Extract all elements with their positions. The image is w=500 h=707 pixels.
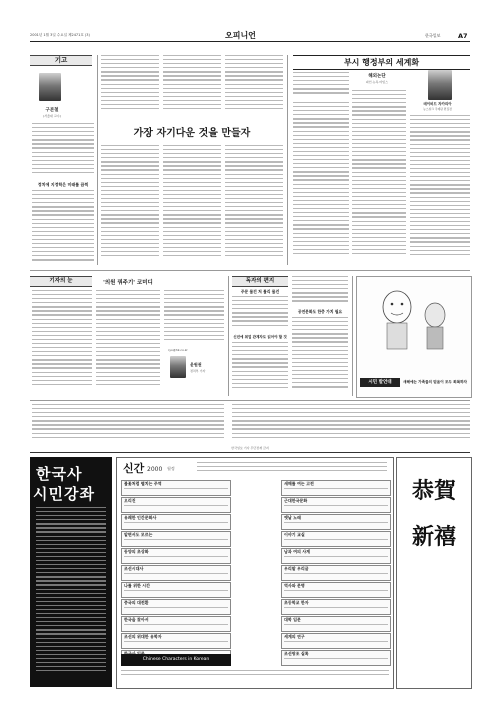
- letter-title-3: 공연문화도 한층 가치 필요: [297, 309, 343, 314]
- civic-label: 시민 발언대: [368, 380, 392, 385]
- world-body-text-3: [352, 90, 406, 265]
- ad-right-calligraphy: 恭賀新禧: [411, 478, 456, 550]
- page-header: [30, 30, 470, 42]
- ad-center-book-list-left: [121, 480, 231, 667]
- book-description: [124, 641, 228, 642]
- ad-center-title: 신간: [123, 462, 145, 475]
- cartoon-drawing: [357, 277, 471, 357]
- gigo-body-text-1: [32, 123, 94, 179]
- book-title: 이야기 교실: [284, 532, 305, 537]
- reporter-label-bar: [30, 276, 92, 287]
- letters-body-2: [232, 342, 288, 392]
- letters-body-3: [292, 276, 348, 306]
- book-description: [284, 505, 388, 506]
- reporter-body-2: [96, 290, 160, 390]
- book-listing: [281, 531, 391, 547]
- gigo-headline: 가장 자기다운 것을 만들자: [133, 128, 251, 139]
- gigo-author-name: 구본철: [45, 108, 59, 113]
- letters-body-1: [232, 296, 288, 331]
- reporter-headline: '의원 꿔주기' 코미디: [103, 280, 153, 286]
- book-description: [124, 488, 228, 489]
- civic-title: 새해에는 가족들의 믿음이 모두 회복하자: [403, 380, 468, 384]
- reporter-name: 윤원권: [190, 362, 202, 367]
- book-title: 세계의 연구: [284, 634, 305, 639]
- book-listing: [281, 616, 391, 632]
- header-paper: 한국일보: [425, 32, 441, 38]
- book-description: [284, 641, 388, 642]
- reporter-body-1: [32, 290, 92, 390]
- ad-right[interactable]: [396, 457, 472, 689]
- book-title: 불꽃처럼 펼치는 주역: [124, 481, 162, 486]
- ad-center-english-title: Chinese Characters in Korean: [142, 657, 210, 662]
- ad-left-title-1: 한국사: [36, 465, 83, 483]
- book-listing: [281, 650, 391, 666]
- book-listing: [121, 548, 231, 564]
- book-description: [284, 624, 388, 625]
- letter-title-2: 신년에 취업 관계자도 읽어야 할 것: [233, 335, 287, 339]
- book-listing: [281, 548, 391, 564]
- book-title: 옛날 노래: [284, 515, 301, 520]
- column-divider: [287, 55, 288, 265]
- book-listing: [281, 514, 391, 530]
- book-description: [284, 658, 388, 659]
- book-description: [284, 590, 388, 591]
- lower-body-text: [232, 404, 470, 444]
- book-listing: [121, 497, 231, 513]
- ad-center-year: 2000: [147, 466, 163, 473]
- book-description: [124, 539, 228, 540]
- book-listing: [281, 633, 391, 649]
- column-divider: [228, 276, 229, 396]
- book-description: [124, 590, 228, 591]
- footer-rule-text: 한국일보 기사 무단전재 금지: [231, 446, 269, 450]
- book-listing: [121, 514, 231, 530]
- book-description: [124, 573, 228, 574]
- world-body-text-1: [293, 72, 349, 98]
- world-kicker-sub: 파인·뉴욕·타임스: [365, 80, 389, 84]
- book-listing: [281, 565, 391, 581]
- gigo-body-text-5: [225, 55, 283, 115]
- book-title: 동양의 초상화: [124, 549, 149, 554]
- book-listing: [281, 582, 391, 598]
- header-section-title: 오피니언: [225, 31, 256, 40]
- book-description: [284, 539, 388, 540]
- reporter-email: ryo@hk.co.kr: [168, 348, 188, 352]
- book-title: 근대한국문화: [284, 498, 308, 503]
- book-description: [284, 573, 388, 574]
- book-title: 오리진: [124, 498, 136, 503]
- world-column-title: 부시 행정부의 세계화: [293, 55, 470, 70]
- book-listing: [121, 616, 231, 632]
- book-title: 조선의 위대한 유학자: [124, 634, 162, 639]
- column-divider: [97, 55, 98, 265]
- book-description: [124, 556, 228, 557]
- header-page-number: A7: [458, 31, 468, 40]
- letter-title-1: 주문 물건 처 틀리 물건: [240, 289, 280, 294]
- book-title: 한국을 찾아서: [124, 617, 149, 622]
- ad-left-title-2: 시민강좌: [33, 485, 95, 503]
- header-meta: 2001년 1월 3일 수요일 제2471호 (3): [30, 33, 90, 37]
- ad-divider: [30, 452, 470, 453]
- book-title: 중국의 대전환: [124, 600, 149, 605]
- reporter-photo: [170, 356, 186, 378]
- gigo-body-text-3: [101, 55, 159, 115]
- gigo-body-text-2: [32, 190, 94, 265]
- book-description: [124, 624, 228, 625]
- book-title: 역사와 문명: [284, 583, 305, 588]
- book-title: 대학 입문: [284, 617, 301, 622]
- ad-center-footer-text: [121, 670, 389, 682]
- gigo-subhead: 정치에 지정학은 미래를 끔찍: [37, 182, 89, 187]
- book-listing: [281, 480, 391, 496]
- book-listing: [121, 565, 231, 581]
- book-description: [284, 522, 388, 523]
- gigo-body-text-7: [163, 145, 221, 265]
- gigo-label-bar: [30, 55, 92, 66]
- book-description: [124, 607, 228, 608]
- reporter-label: 기자의 눈: [49, 278, 73, 284]
- letters-label: 독자의 편지: [245, 278, 275, 284]
- ad-center-english-banner: [121, 654, 231, 666]
- book-title: 나를 위한 시간: [124, 583, 150, 588]
- book-description: [124, 505, 228, 506]
- book-description: [284, 556, 388, 557]
- book-title: 조선왕조 실록: [284, 651, 309, 656]
- band-divider: [30, 400, 470, 401]
- lower-left-text: [32, 404, 224, 444]
- book-title: 새해를 여는 고전: [284, 481, 314, 486]
- world-byline-sub: 뉴스위크 국제판 편집장: [423, 107, 452, 111]
- world-kicker: 해외논단: [368, 74, 386, 79]
- ad-left[interactable]: [30, 457, 112, 687]
- ad-center-header-text: [197, 462, 387, 476]
- book-title: 초등학교 한자: [284, 600, 309, 605]
- gigo-body-text-8: [225, 145, 283, 265]
- reporter-body-3: [164, 290, 224, 345]
- book-listing: [121, 531, 231, 547]
- book-title: 유쾌한 인간문화사: [124, 515, 157, 520]
- book-title: 우리말 우리글: [284, 566, 309, 571]
- gigo-author-title: (서울대 교수): [43, 114, 61, 118]
- ad-center-book-list-right: [281, 480, 391, 667]
- book-description: [284, 488, 388, 489]
- letters-label-bar: [232, 276, 288, 287]
- world-body-text-2: [293, 102, 349, 265]
- world-byline: 데이비드 자카리아: [423, 102, 452, 106]
- ad-center[interactable]: [116, 457, 394, 689]
- ad-left-list: [36, 507, 106, 677]
- book-listing: [121, 582, 231, 598]
- gigo-label: 기고: [54, 56, 68, 64]
- book-listing: [281, 497, 391, 513]
- book-title: 남과 여의 사계: [284, 549, 310, 554]
- gigo-body-text-4: [163, 55, 221, 115]
- column-divider: [352, 276, 353, 396]
- gigo-body-text-6: [101, 145, 159, 265]
- book-title: 알면서도 모르는: [124, 532, 153, 537]
- book-listing: [121, 599, 231, 615]
- world-body-text-4: [410, 115, 470, 265]
- ad-center-tag: 월정: [167, 466, 175, 471]
- book-listing: [121, 633, 231, 649]
- book-title: 조선시대사: [124, 566, 144, 571]
- world-author-photo: [428, 70, 452, 100]
- gigo-author-photo: [39, 73, 61, 101]
- book-description: [124, 522, 228, 523]
- band-divider: [30, 270, 470, 271]
- book-listing: [281, 599, 391, 615]
- civic-label-box: [360, 378, 400, 387]
- letters-body-4: [292, 317, 348, 392]
- reporter-title: 정치부 기자: [190, 369, 206, 373]
- book-listing: [121, 480, 231, 496]
- book-description: [284, 607, 388, 608]
